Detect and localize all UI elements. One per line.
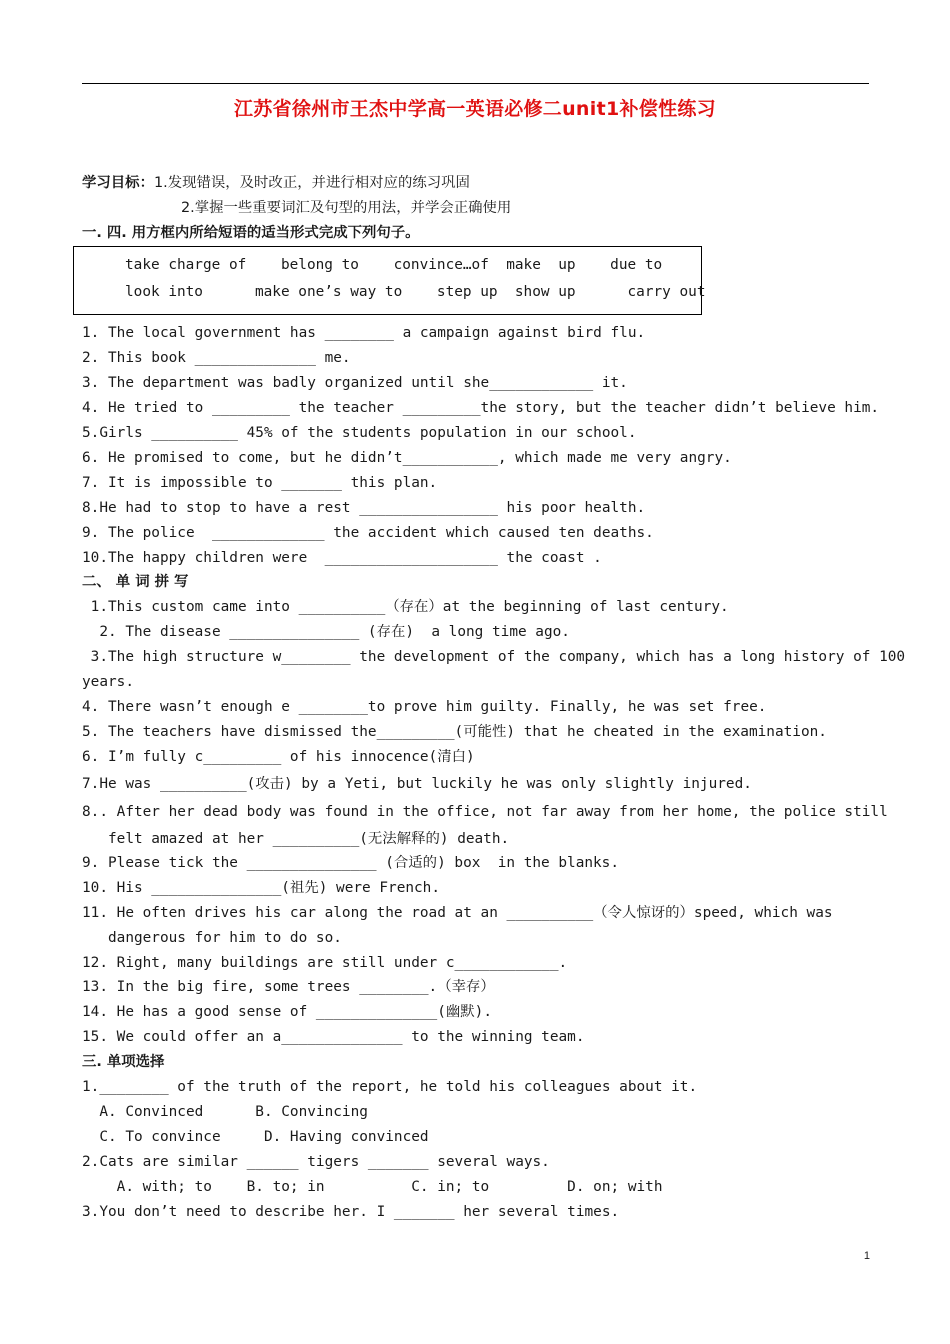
section1-heading: 一. 四. 用方框内所给短语的适当形式完成下列句子。 xyxy=(82,225,420,241)
s3-line-5: A. with; to B. to; in C. in; to D. on; with xyxy=(82,1179,663,1195)
phrase-box-row-2: look into make one’s way to step up show up carry out xyxy=(125,284,706,300)
s1-item-5: 5.Girls __________ 45% of the students population in our school. xyxy=(82,425,637,441)
s1-item-4: 4. He tried to _________ the teacher _________the story, but the teacher didn’t believe him. xyxy=(82,400,880,416)
s1-item-9: 9. The police _____________ the accident which caused ten deaths. xyxy=(82,525,654,541)
s2-line-15: 12. Right, many buildings are still under c____________. xyxy=(82,955,568,971)
s2-line-12: 10. His _______________(祖先) were French. xyxy=(82,880,441,896)
section3-heading: 三. 单项选择 xyxy=(82,1054,165,1070)
s1-item-8: 8.He had to stop to have a rest ________________ his poor health. xyxy=(82,500,646,516)
page-title: 江苏省徐州市王杰中学高一英语必修二unit1补偿性练习 xyxy=(234,98,716,120)
s2-line-9: 8.. After her dead body was found in the office, not far away from her home, the police still xyxy=(82,804,888,820)
s2-line-6: 5. The teachers have dismissed the_________(可能性) that he cheated in the examination. xyxy=(82,724,827,740)
s2-line-7: 6. I’m fully c_________ of his innocence(清白) xyxy=(82,749,475,765)
s3-line-4: 2.Cats are similar ______ tigers _______ several ways. xyxy=(82,1154,550,1170)
s2-line-17: 14. He has a good sense of ______________(幽默). xyxy=(82,1004,492,1020)
s1-item-6: 6. He promised to come, but he didn’t___________, which made me very angry. xyxy=(82,450,732,466)
s2-line-5: 4. There wasn’t enough e ________to prove him guilty. Finally, he was set free. xyxy=(82,699,767,715)
s1-item-1: 1. The local government has ________ a campaign against bird flu. xyxy=(82,325,646,341)
objective-2: 2.掌握一些重要词汇及句型的用法，并学会正确使用 xyxy=(181,200,512,216)
s2-line-4: years. xyxy=(82,674,134,690)
objectives-label: 学习目标： xyxy=(82,175,154,191)
objective-1: 1.发现错误，及时改正，并进行相对应的练习巩固 xyxy=(153,175,470,191)
s1-item-2: 2. This book ______________ me. xyxy=(82,350,351,366)
s2-line-3: 3.The high structure w________ the development of the company, which has a long history of 100 xyxy=(82,649,906,665)
s2-line-8: 7.He was __________(攻击) by a Yeti, but luckily he was only slightly injured. xyxy=(82,776,752,792)
s3-line-3: C. To convince D. Having convinced xyxy=(82,1129,429,1145)
section2-heading: 二、 单 词 拼 写 xyxy=(82,574,189,590)
s3-line-2: A. Convinced B. Convincing xyxy=(82,1104,368,1120)
s1-item-7: 7. It is impossible to _______ this plan. xyxy=(82,475,438,491)
s2-line-11: 9. Please tick the _______________ (合适的) box in the blanks. xyxy=(82,855,620,871)
phrase-box-row-1: take charge of belong to convince…of make up due to xyxy=(125,257,663,273)
s2-line-14: dangerous for him to do so. xyxy=(82,930,342,946)
s2-line-10: felt amazed at her __________(无法解释的) death. xyxy=(82,831,510,847)
phrase-box xyxy=(73,246,706,315)
s2-line-18: 15. We could offer an a______________ to the winning team. xyxy=(82,1029,585,1045)
objectives-line-1 xyxy=(82,173,470,193)
s2-line-13: 11. He often drives his car along the road at an __________（令人惊讶的）speed, which was xyxy=(82,905,833,921)
s2-line-16: 13. In the big fire, some trees ________.（幸存） xyxy=(82,979,495,995)
s3-line-6: 3.You don’t need to describe her. I _______ her several times. xyxy=(82,1204,620,1220)
s3-line-1: 1.________ of the truth of the report, he told his colleagues about it. xyxy=(82,1079,698,1095)
s1-item-3: 3. The department was badly organized until she____________ it. xyxy=(82,375,628,391)
s1-item-10: 10.The happy children were ____________________ the coast . xyxy=(82,550,602,566)
s2-line-1: 1.This custom came into __________（存在）at the beginning of last century. xyxy=(82,599,729,615)
s2-line-2: 2. The disease _______________ (存在) a long time ago. xyxy=(82,624,570,640)
page-number: 1 xyxy=(863,1250,870,1262)
header-rule xyxy=(82,83,869,84)
